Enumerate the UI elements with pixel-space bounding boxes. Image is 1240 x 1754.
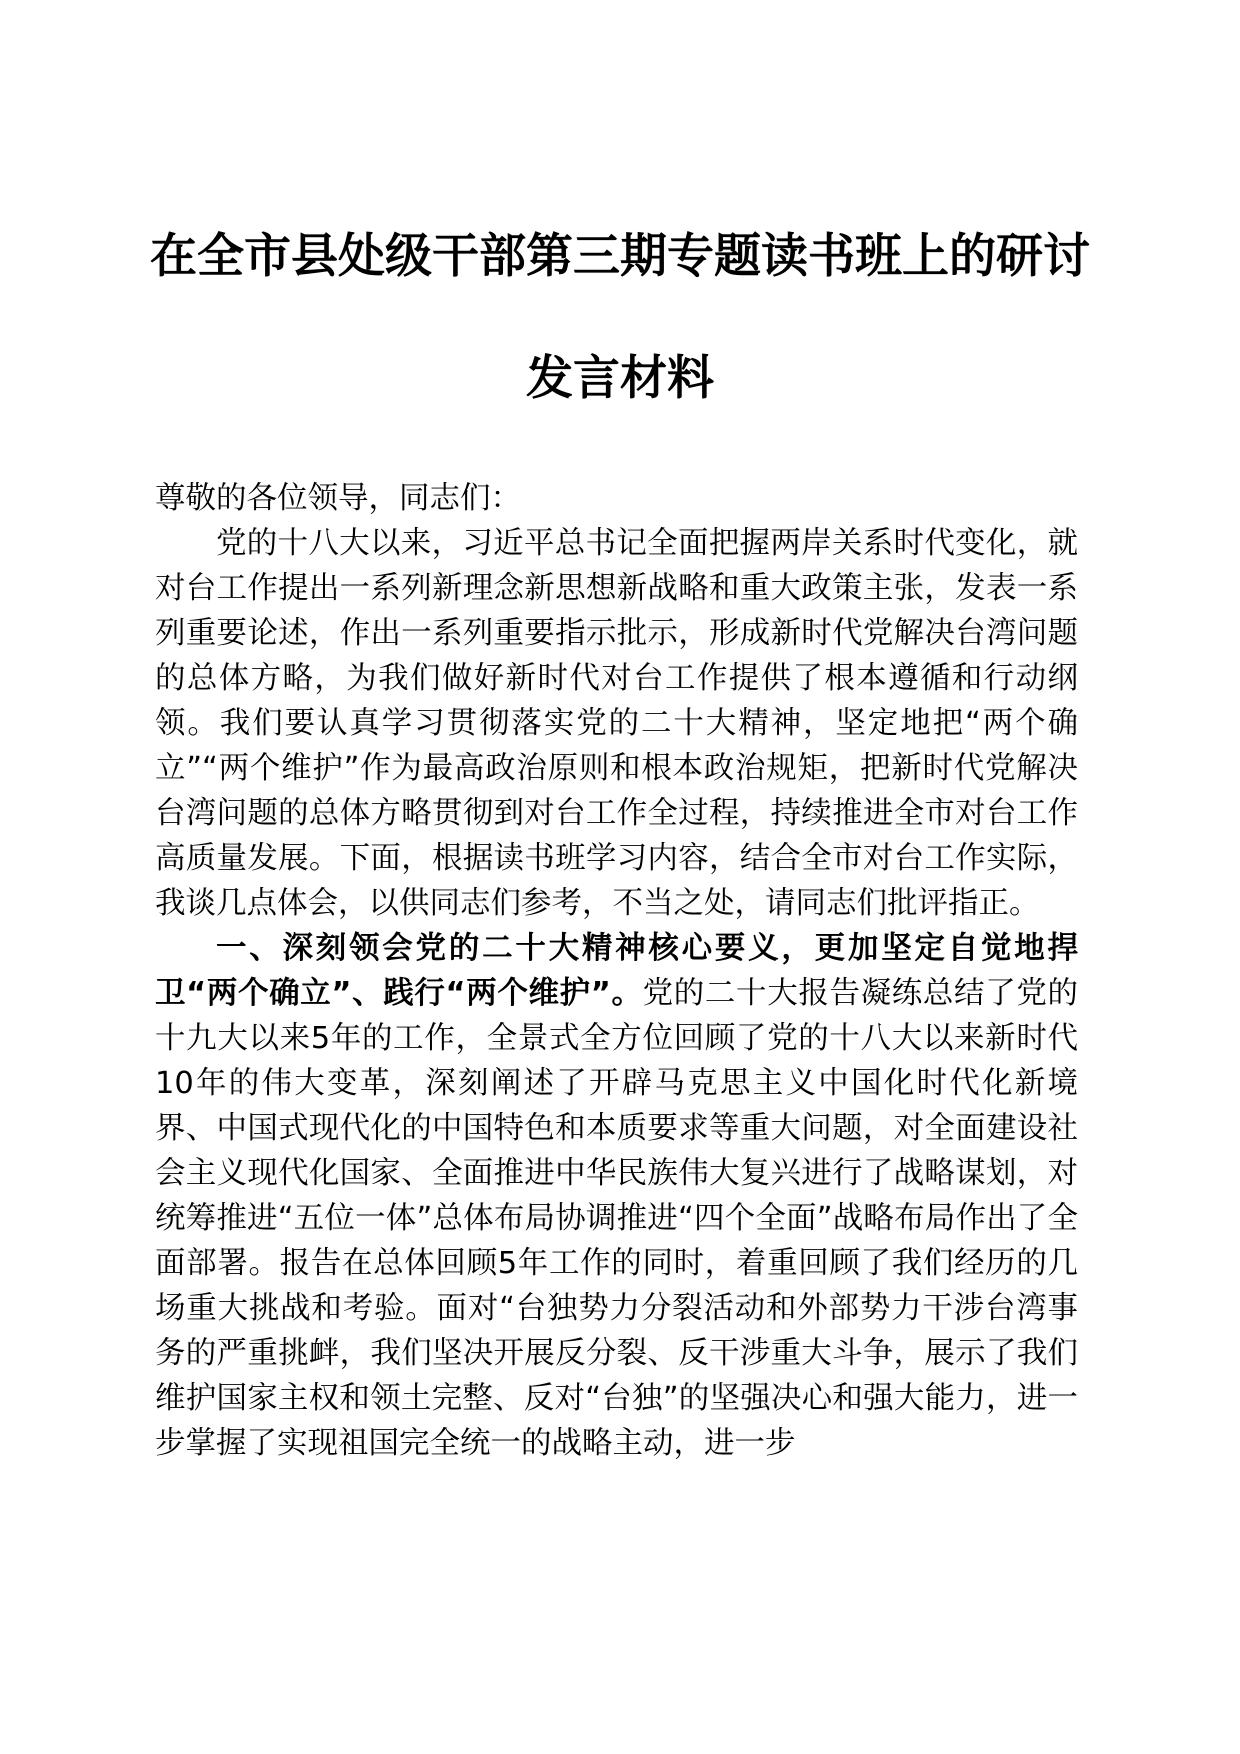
document-title-line-1: 在全市县处级干部第三期专题读书班上的研讨	[150, 229, 1090, 284]
paragraph-section-1	[155, 926, 1078, 1466]
salutation: 尊敬的各位领导，同志们：	[155, 481, 521, 516]
section-1-heading: 一、深刻领会党的二十大精神核心要义，更加坚定自觉地捍卫“两个确立”、践行“两个维护”。	[155, 931, 1078, 1011]
paragraph-intro: 党的十八大以来，习近平总书记全面把握两岸关系时代变化，就对台工作提出一系列新理念新思想新战略和重大政策主张，发表一系列重要论述，作出一系列重要指示批示，形成新时代党解决台湾问题的总体方略，为我们做好新时代对台工作提供了根本遵循和行动纲领。我们要认真学习贯彻落实党的二十大精神，坚定地把“两个确立”“两个维护”作为最高政治原则和根本政治规矩，把新时代党解决台湾问题的总体方略贯彻到对台工作全过程，持续推进全市对台工作高质量发展。下面，根据读书班学习内容，结合全市对台工作实际，我谈几点体会，以供同志们参考，不当之处，请同志们批评指正。	[155, 526, 1078, 921]
document-title-line-2: 发言材料	[526, 351, 714, 406]
section-1-text: 党的二十大报告凝练总结了党的十九大以来5年的工作，全景式全方位回顾了党的十八大以来新时代10年的伟大变革，深刻阐述了开辟马克思主义中国化时代化新境界、中国式现代化的中国特色和本质要求等重大问题，对全面建设社会主义现代化国家、全面推进中华民族伟大复兴进行了战略谋划，对统筹推进“五位一体”总体布局协调推进“四个全面”战略布局作出了全面部署。报告在总体回顾5年工作的同时，着重回顾了我们经历的几场重大挑战和考验。面对“台独势力分裂活动和外部势力干涉台湾事务的严重挑衅，我们坚决开展反分裂、反干涉重大斗争，展示了我们维护国家主权和领土完整、反对“台独”的坚强决心和强大能力，进一步掌握了实现祖国完全统一的战略主动，进一步	[155, 976, 1078, 1461]
document-body	[155, 476, 1078, 1466]
